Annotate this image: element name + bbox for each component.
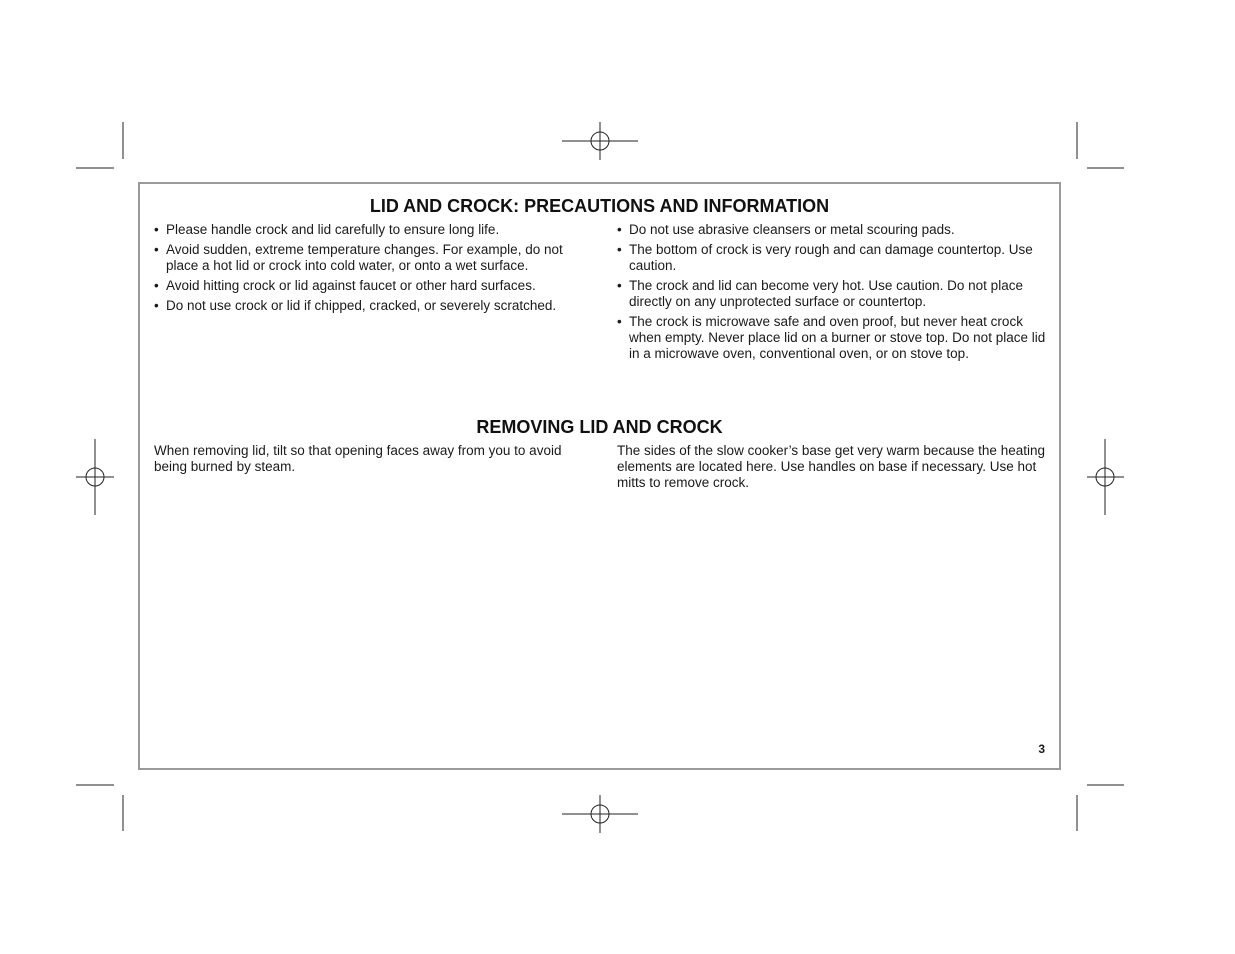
- list-item: [617, 314, 1053, 362]
- bullet: •: [617, 314, 622, 329]
- registration-mark-bottom: [562, 795, 638, 833]
- list-item: [154, 298, 594, 314]
- bullet: •: [617, 278, 622, 293]
- removing-right-paragraph: The sides of the slow cooker’s base get very warm because the heating elements are located here. Use handles on base if necessary. Use hot mitts to remove crock.: [617, 443, 1045, 490]
- list-item-text: Avoid hitting crock or lid against faucet or other hard surfaces.: [166, 278, 536, 293]
- page-number: 3: [1038, 742, 1045, 756]
- section-title-removing: REMOVING LID AND CROCK: [476, 417, 723, 437]
- removing-right-column: [617, 443, 1053, 491]
- list-item-text: Do not use crock or lid if chipped, cracked, or severely scratched.: [166, 298, 557, 313]
- section-title-precautions: LID AND CROCK: PRECAUTIONS AND INFORMATION: [369, 196, 830, 216]
- bullet: •: [154, 242, 159, 257]
- list-item: [617, 242, 1053, 274]
- list-item-text: Please handle crock and lid carefully to ensure long life.: [166, 222, 500, 237]
- registration-mark-right: [1087, 439, 1124, 515]
- removing-left-paragraph: When removing lid, tilt so that opening faces away from you to avoid being burned by steam.: [154, 443, 562, 474]
- bullet: •: [154, 222, 159, 237]
- registration-mark-top: [562, 122, 638, 160]
- bullet: •: [154, 278, 159, 293]
- removing-left-column: [154, 443, 594, 475]
- list-item-text: The crock is microwave safe and oven proof, but never heat crock when empty. Never place lid on a burner or stove top. Do not place lid in a microwave oven, conventional oven, or on stove top.: [629, 314, 1046, 361]
- list-item: [617, 278, 1053, 310]
- precautions-left-list: [154, 222, 594, 314]
- list-item-text: Do not use abrasive cleansers or metal scouring pads.: [629, 222, 955, 237]
- page-frame: [138, 182, 1061, 770]
- list-item-text: The bottom of crock is very rough and can damage countertop. Use caution.: [629, 242, 1033, 273]
- list-item-text: The crock and lid can become very hot. Use caution. Do not place directly on any unprotected surface or countertop.: [629, 278, 1023, 309]
- bullet: •: [617, 242, 622, 257]
- precautions-right-column: [617, 222, 1053, 366]
- precautions-left-column: [154, 222, 594, 318]
- list-item: [617, 222, 1053, 238]
- list-item: [154, 222, 594, 238]
- bullet: •: [617, 222, 622, 237]
- registration-mark-left: [76, 439, 114, 515]
- bullet: •: [154, 298, 159, 313]
- list-item: [154, 242, 594, 274]
- list-item: [154, 278, 594, 294]
- list-item-text: Avoid sudden, extreme temperature changes. For example, do not place a hot lid or crock into cold water, or onto a wet surface.: [166, 242, 563, 273]
- precautions-right-list: [617, 222, 1053, 362]
